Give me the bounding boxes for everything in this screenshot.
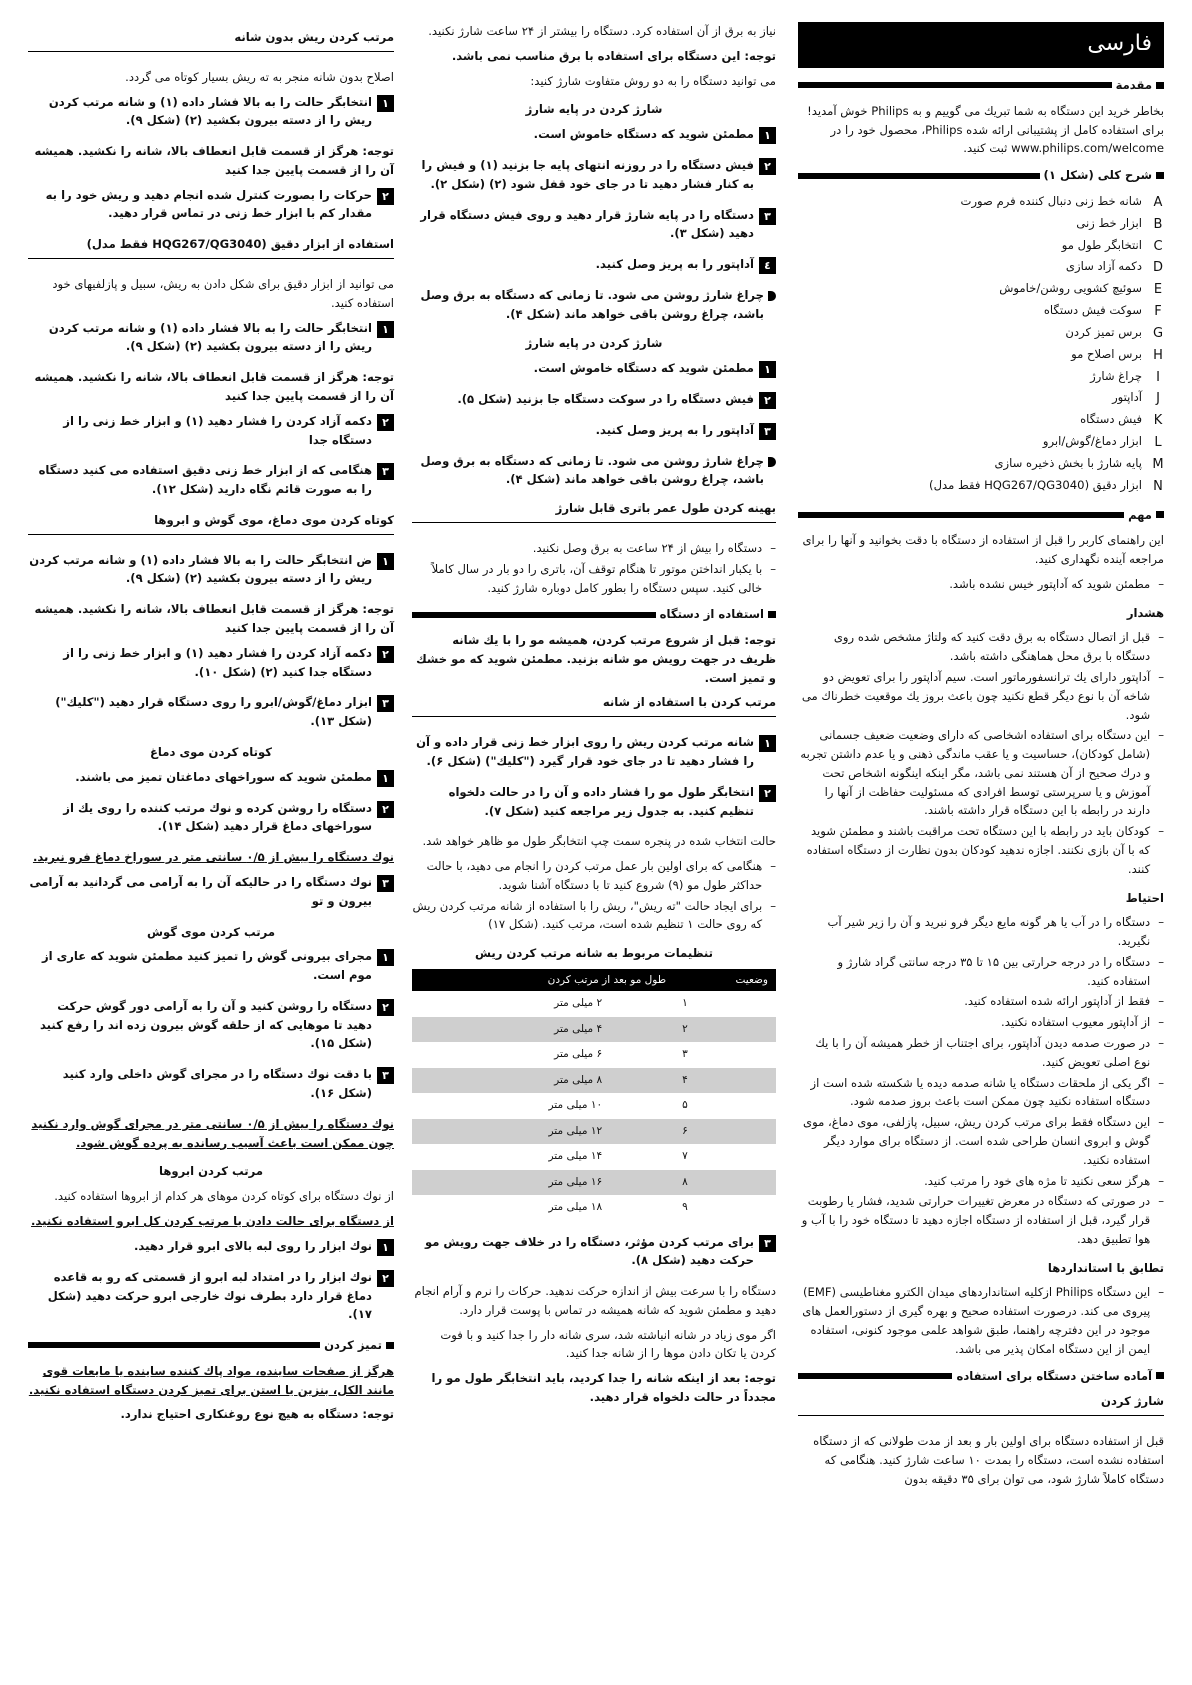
clean-warning: هرگز از صفحات ساینده، مواد پاك کننده ساینده یا مایعات قوی مانند الکل، بنزین یا استن برای تمیز کردن دستگاه استفاده نکنید. [28,1363,394,1397]
step3-text: دستگاه را با سرعت بیش از اندازه حرکت ندهید. حرکات را نرم و آرام انجام دهید و مطمئن شوید که شانه همیشه در تماس با پوست قرار دارد. [414,1284,776,1317]
brow-heading: مرتب کردن ابروها [158,1164,264,1179]
bullet-item: – کودکان باید در رابطه با این دستگاه تحت مراقبت باشند و مطمئن شوید که با آن بازی نکنند. اجازه ندهید کودکان بدون نظارت از دستگاه استفاده کنند. [798,822,1164,878]
ear-warning: نوك دستگاه را بیش از ۰/۵ سانتی متر در مجرای گوش وارد نکنید چون ممکن است باعث آسیب رسانده به پرده گوش شود. [31,1116,394,1150]
overview-item: A شانه خط زنی دنبال کننده فرم صورت [960,193,1163,210]
step: ٢ فیش دستگاه را در روزنه انتهای پایه جا بزنید (۱) و فیش را به کنار فشار دهید تا در جای خود قفل شود (۲) (شکل ۲). [412,156,776,194]
column-header: طول مو بعد از مرتب کردن [412,969,674,991]
bullet-item: – در صورت صدمه دیدن آداپتور، برای اجتناب از خطر همیشه آن را با یك نوع اصلی تعویض کنید. [798,1034,1164,1072]
warning-heading: هشدار [1126,605,1164,620]
step: ٣ هنگامی که از ابزار خط زنی دقیق استفاده می کنید دستگاه را به صورت قائم نگاه دارید (شکل ۱۲). [28,461,394,499]
table-row: ۱ ۲ میلی متر [554,997,688,1010]
arrow-icon [768,291,776,301]
battery-heading: بهینه کردن طول عمر باتری قابل شارژ [412,499,776,523]
language-header [798,22,1164,68]
bullet-item: – در صورتی که دستگاه در معرض تغییرات حرارتی شدید، فشار یا رطوبت قرار گیرد، قبل از استفاده از دستگاه اجازه دهید تا دستگاه خود را با آب و هوا تطبیق دهد. [798,1192,1164,1248]
step: ٣ ابزار دماغ/گوش/ابرو را روی دستگاه قرار دهید ("کلیك") (شکل ۱۳). [28,693,394,731]
bullet-item: – این دستگاه فقط برای مرتب کردن ریش، سبیل، پازلفی، موی دماغ، موی گوش و ابروی انسان طراحی شده است. از دستگاه برای موارد دیگر استفاده نکنید. [798,1113,1164,1169]
table-row: ۶ ۱۲ میلی متر [412,1119,776,1145]
step: ١ انتخابگر حالت را به بالا فشار داده (۱) و شانه مرتب کردن ریش را از دسته بیرون بکشید (۲) (شکل ۹). [28,93,394,131]
step: ١ مجرای بیرونی گوش را تمیز کنید مطمئن شوید که عاری از موم است. [28,947,394,985]
nocomb-heading: مرتب کردن ریش بدون شانه [28,28,394,52]
step: ١ ض انتخابگر حالت را به بالا فشار داده (۱) و شانه مرتب کردن ریش را از دسته بیرون بکشید (۲) (شکل ۹). [28,551,394,589]
warning-list [798,628,1164,878]
step: ٢ انتخابگر طول مو را فشار داده و آن را در حالت دلخواه تنظیم کنید. به جدول زیر مراجعه کنید (شکل ۷). [412,783,776,821]
nocomb-text: اصلاح بدون شانه منجر به ته ریش بسیار کوتاه می گردد. [125,69,394,84]
bullet-item: – دستگاه را در درجه حرارتی بین ۱۵ تا ۳۵ درجه سانتی گراد شارژ و استفاده کنید. [798,953,1164,991]
caution-list [798,913,1164,1248]
bullet-item: – قبل از اتصال دستگاه به برق دقت کنید که ولتاژ مشخص شده روی دستگاه با برق محل هماهنگی داشته باشد. [798,628,1164,666]
clean-note: توجه: دستگاه به هیچ نوع روغنکاری احتیاج ندارد. [120,1407,394,1422]
overview-item: B ابزار خط زنی [1076,215,1163,232]
final-note: توجه: بعد از اینکه شانه را جدا کردید، باید انتخابگر طول مو را مجدداً در حالت دلخواه قرار دهید. [431,1371,776,1404]
overview-item: H برس اصلاح مو [1071,346,1163,363]
overview-item: C انتخابگر طول مو [1061,237,1163,254]
step: ١ انتخابگر حالت را به بالا فشار داده (۱) و شانه مرتب کردن ریش را از دسته بیرون بکشید (۲) (شکل ۹). [28,319,394,357]
direct-charging-heading: شارژ کردن در پایه شارژ [525,335,663,350]
step: ٣ دستگاه را در پایه شارژ قرار دهید و روی فیش دستگاه قرار دهید (شکل ۳). [412,206,776,244]
bullet-item: – از آداپتور معیوب استفاده نکنید. [798,1013,1164,1032]
compliance-list [798,1283,1164,1358]
step: ١ مطمئن شوید که دستگاه خاموش است. [412,125,776,144]
note-charge-methods: می توانید دستگاه را به دو روش متفاوت شارژ کنید: [530,73,776,88]
battery-list [412,539,776,597]
table-row: ۸ ۱۶ میلی متر [412,1170,776,1196]
bullet-item: – با یکبار انداختن موتور تا هنگام توقف آن، باتری را دو بار در سال کاملاً خالی کنید. سپس دستگاه را بطور کامل دوباره شارژ کنید. [412,560,776,598]
arrow-icon [768,457,776,467]
section-heading-clean: تمیز کردن [28,1336,394,1355]
nose-note: توجه: هرگز از قسمت قابل انعطاف بالا، شانه را نکشید. همیشه آن را از قسمت پایین جدا کنید [34,602,394,635]
step3-text-2: اگر موی زیاد در شانه انباشته شد، سری شانه دار را جدا کنید و با فوت کردن یا تکان دادن موها را از شانه جدا کنید. [440,1327,776,1361]
charging-subheading: شارژ کردن [798,1392,1164,1416]
brow-warning: از دستگاه برای حالت دادن یا مرتب کردن کل ابرو استفاده نکنید. [31,1213,394,1228]
column-header: وضعیت [674,969,776,991]
precision-text: می توانید از ابزار دقیق برای شکل دادن به ریش، سبیل و پازلفیهای خود استفاده کنید. [52,277,394,310]
table-row: ۷ ۱۴ میلی متر [548,1150,688,1163]
table-row: ۲ ۴ میلی متر [412,1017,776,1043]
overview-item: K فیش دستگاه [1080,412,1163,429]
step: ٣ برای مرتب کردن مؤثر، دستگاه را در خلاف جهت رویش مو حرکت دهید (شکل ۸). [412,1233,776,1271]
step: ٣ نوك دستگاه را در حالیکه آن را به آرامی می گردانید به آرامی بیرون و تو [28,873,394,911]
table-row: ۴ ۸ میلی متر [412,1068,776,1094]
overview-item: I چراغ شارژ [1090,368,1160,385]
important-intro: این راهنمای کاربر را قبل از استفاده از دستگاه با دقت بخوانید و آنها را برای مراجعه آینده نگهداری کنید. [802,533,1164,567]
step: ٣ با دقت نوك دستگاه را در مجرای گوش داخلی وارد کنید (شکل ۱۶). [28,1065,394,1103]
overview-item: N ابزار دقیق (HQG267/QG3040 فقط مدل) [929,477,1163,494]
comb-heading: مرتب کردن با استفاده از شانه [412,693,776,717]
bullet-item: – دستگاه را بیش از ۲۴ ساعت به برق وصل نکنید. [412,539,776,558]
compliance-heading: تطابق با استانداردها [1047,1260,1164,1275]
step: ٢ حرکات را بصورت کنترل شده انجام دهید و ریش خود را به مقدار کم با ابزار خط زنی در تماس قرار دهید. [28,186,394,224]
continued-text: نیاز به برق از آن استفاده کرد. دستگاه را بیشتر از ۲۴ ساعت شارژ نکنید. [428,24,776,38]
section-heading-intro: مقدمة [798,76,1164,95]
use-note: توجه: قبل از شروع مرتب کردن، همیشه مو را با یك شانه ظریف در جهت رویش مو شانه بزنید. مطمئن شوید که مو خشك و تمیز است. [416,633,776,685]
overview-list [798,192,1164,498]
intro-text: بخاطر خرید این دستگاه به شما تبریك می گوییم و به Philips خوش آمدید! برای استفاده کامل از پشتیبانی ارائه شده Philips، محصول خود را در www.philips.com/welcome ثبت کنید. [807,103,1164,156]
column-left [28,22,394,1430]
bullet-item: – دستگاه را در آب یا هر گونه مایع دیگر فرو نبرید و آن را زیر شیر آب نگیرید. [798,913,1164,951]
step: ٢ دستگاه را روشن کنید و آن را به آرامی دور گوش حرکت دهید تا موهایی که از حلقه گوش بیرون زده اند را رفع کنید (شکل ۱۵). [28,997,394,1053]
step: ١ مطمئن شوید که سوراخهای دماغتان تمیز می باشند. [28,768,394,787]
section-heading-prepare: آماده ساختن دستگاه برای استفاده [798,1367,1164,1386]
step: ٢ دکمه آزاد کردن را فشار دهید (۱) و ابزار خط زنی را از دستگاه جدا [28,412,394,450]
ear-heading: مرتب کردن موی گوش [146,924,275,939]
brow-text: از نوك دستگاه برای کوتاه کردن موهای هر کدام از ابروها استفاده کنید. [54,1189,394,1204]
language-title: فارسی [1087,31,1152,56]
bullet-item: – این دستگاه برای استفاده اشخاصی که دارای وضعیت ضعیف جسمانی (شامل کودکان)، حساسیت و یا عقب ماندگی ذهنی و یا عدم داشتن تجربه و درك صحیح از آن هستند نمی باشد، مگر اینکه اینگونه اشخاص تحت آموزش و یا سرپرستی توسط افرادی که مسئولیت حفاظت از آنها را دارند در رابطه با این دستگاه قرار داشته باشند. [798,726,1164,820]
table-header-row [412,969,776,991]
overview-item: G برس تمیز کردن [1065,324,1164,341]
overview-item: F سوکت فیش دستگاه [1043,303,1162,320]
comb-after-text: حالت انتخاب شده در پنجره سمت چپ انتخابگر طول مو ظاهر خواهد شد. [422,834,776,849]
stand-charging-heading: شارژ کردن در پایه شارژ [525,102,663,117]
bullet-item: – فقط از آداپتور ارائه شده استفاده کنید. [798,992,1164,1011]
column-right [798,22,1164,1494]
precision-note: توجه: هرگز از قسمت قابل انعطاف بالا، شانه را نکشید. همیشه آن را از قسمت پایین جدا کنید [34,370,394,403]
overview-item: D دکمه آزاد سازی [1065,259,1163,276]
bullet-item: – این دستگاه Philips ازکلیه استانداردهای میدان الکترو مغناطیسی (EMF) پیروی می کند. درصورت استفاده صحیح و بهره گیری از دستورالعمل های موجود در این دفترچه راهنما، طبق شواهد علمی موجود کنونی، استفاده ایمن از این دستگاه امکان پذیر می باشد. [798,1283,1164,1358]
caution-heading: احتیاط [1125,890,1164,905]
section-heading-important: مهم [798,506,1164,525]
step: ٢ دکمه آزاد کردن را فشار دهید (۱) و ابزار خط زنی را از دستگاه جدا کنید (۲) (شکل ۱۰). [28,644,394,682]
nosehair-heading: کوتاه کردن موی دماغ [150,744,272,759]
step: ٤ آداپتور را به پریز وصل کنید. [412,255,776,274]
step: ٣ آداپتور را به پریز وصل کنید. [412,421,776,440]
settings-table [412,969,776,1221]
precision-heading: استفاده از ابزار دقیق (HQG267/QG3040 فقط مدل) [28,235,394,259]
nosehair-warning: نوك دستگاه را بیش از ۰/۵ سانتی متر در سوراخ دماغ فرو نبرید. [32,850,394,865]
section-heading-overview: شرح کلی (شکل ۱) [798,166,1164,185]
step: ٢ دستگاه را روشن کرده و نوك مرتب کننده را روی یك از سوراخهای دماغ قرار دهید (شکل ۱۴). [28,799,394,837]
result-note: چراغ شارژ روشن می شود. تا زمانی که دستگاه به برق وصل باشد، چراغ روشن باقی خواهد ماند (شکل ۴). [412,286,776,324]
bullet-item: – اگر یکی از ملحقات دستگاه یا شانه صدمه دیده یا شکسته شده است از دستگاه استفاده نکنید چون ممکن است باعث بروز صدمه شود. [798,1074,1164,1112]
table-row: ۵ ۱۰ میلی متر [548,1099,688,1112]
bullet-item: – هنگامی که برای اولین بار عمل مرتب کردن را انجام می دهید، با حالت حداکثر طول مو (۹) شروع کنید تا با دستگاه آشنا شوید. [412,857,776,895]
step: ٢ نوك ابزار را در امتداد لبه ابرو از قسمتی که رو به قاعده دماغ قرار دارد بطرف نوك خارجی ابرو حرکت دهید (شکل ۱۷). [28,1268,394,1324]
bullet-item: – هرگز سعی نکنید تا مژه های خود را مرتب کنید. [798,1172,1164,1191]
bullet-item: – مطمئن شوید که آداپتور خیس نشده باشد. [798,575,1164,594]
table-heading: تنظیمات مربوط به شانه مرتب کردن ریش [475,946,713,961]
section-heading-use: استفاده از دستگاه [412,605,776,624]
step: ١ شانه مرتب کردن ریش را روی ابزار خط زنی قرار داده و آن را فشار دهید تا در جای خود قرار گیرد ("کلیك") (شکل ۶). [412,733,776,771]
nose-heading: کوتاه کردن موی دماغ، موی گوش و ابروها [28,511,394,535]
important-list [798,575,1164,594]
table-row: ۳ ۶ میلی متر [554,1048,688,1061]
overview-item: J آداپتور [1112,390,1160,407]
overview-item: E سوئیچ کشویی روشن/خاموش [999,281,1163,298]
nocomb-note: توجه: هرگز از قسمت قابل انعطاف بالا، شانه را نکشید. همیشه آن را از قسمت پایین جدا کنید [34,144,394,177]
charging-text: قبل از استفاده دستگاه برای اولین بار و بعد از مدت طولانی که از دستگاه استفاده نشده است، دستگاه را بمدت ۱۰ ساعت شارژ کنید. هنگامی که دستگاه کاملاً شارژ شود، می توان برای ۳۵ دقیقه بدون [813,1434,1164,1486]
result-note: چراغ شارژ روشن می شود. تا زمانی که دستگاه به برق وصل باشد، چراغ روشن باقی خواهد ماند (شکل ۴). [412,452,776,490]
note-charge: توجه: این دستگاه برای استفاده با برق مناسب نمی باشد. [451,48,776,63]
step: ١ مطمئن شوید که دستگاه خاموش است. [412,359,776,378]
step: ١ نوك ابزار را روی لبه بالای ابرو قرار دهید. [28,1237,394,1256]
table-row: ۹ ۱۸ میلی متر [548,1201,688,1214]
overview-item: L ابزار دماغ/گوش/ابرو [1042,434,1162,451]
comb-tips-list [412,857,776,934]
overview-item: M پایه شارژ با بخش ذخیره سازی [994,455,1164,472]
bullet-item: – آداپتور دارای یك ترانسفورماتور است. سیم آداپتور را برای تعویض دو شاخه آن با نوع دیگر قطع نکنید چون باعث بروز یك موقعیت خطرناك می شود. [798,668,1164,724]
column-middle [412,22,776,1413]
step: ٢ فیش دستگاه را در سوکت دستگاه جا بزنید (شکل ۵). [412,390,776,409]
bullet-item: – برای ایجاد حالت "ته ریش"، ریش را با استفاده از شانه مرتب کردن ریش که روی حالت ۱ تنظیم شده است، مرتب کنید. (شکل ۱۷) [412,897,776,935]
